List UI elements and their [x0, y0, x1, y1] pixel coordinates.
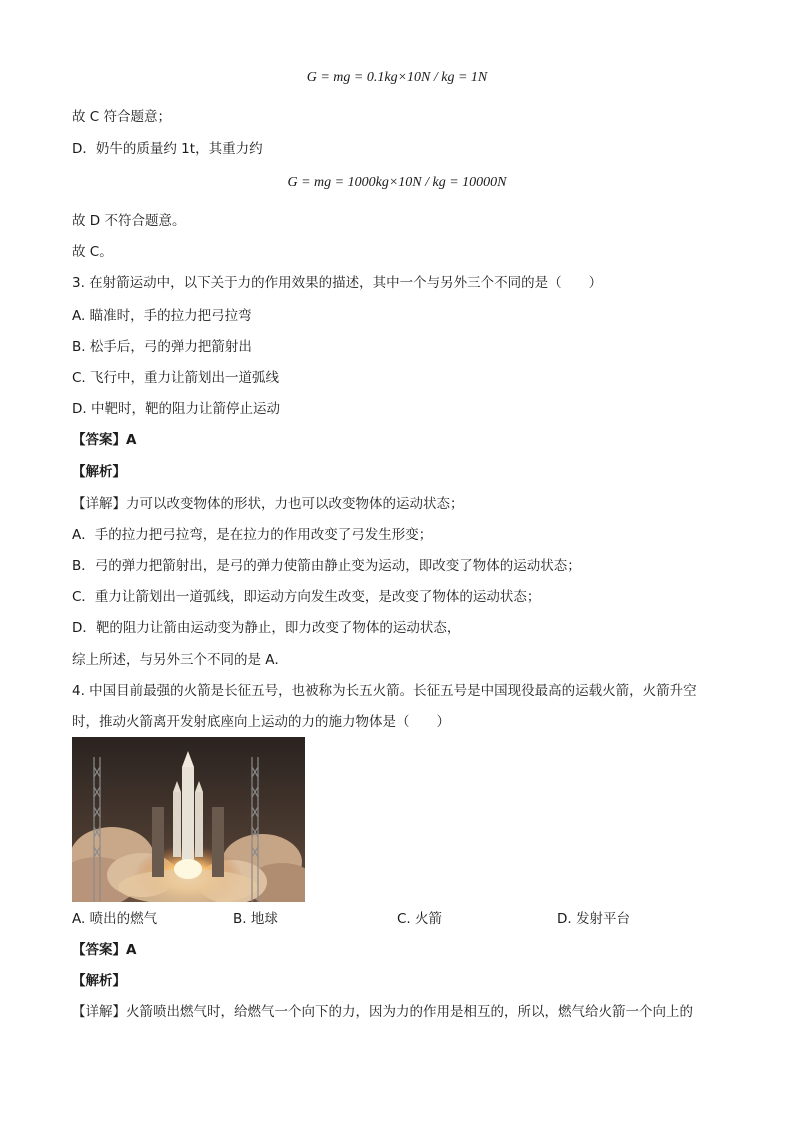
rocket-launch-illustration [72, 737, 305, 902]
question-4-option-d: D. 发射平台 [557, 911, 630, 927]
question-3-option-a: A. 瞄准时，手的拉力把弓拉弯 [72, 308, 252, 324]
question-4-option-a: A. 喷出的燃气 [72, 911, 158, 927]
question-3-stem: 3. 在射箭运动中，以下关于力的作用效果的描述，其中一个与另外三个不同的是（ ） [72, 275, 603, 291]
question-3-detail: B．弓的弹力把箭射出，是弓的弹力使箭由静止变为运动，即改变了物体的运动状态； [72, 558, 581, 574]
formula-gravity-small: G = mg = 0.1kg×10N / kg = 1N [306, 70, 488, 85]
question-3-option-b: B. 松手后，弓的弹力把箭射出 [72, 339, 252, 355]
question-4-stem: 时，推动火箭离开发射底座向上运动的力的施力物体是（ ） [72, 714, 450, 730]
question-3-detail: 【详解】力可以改变物体的形状，力也可以改变物体的运动状态； [72, 496, 464, 512]
question-3-detail: D．靶的阻力让箭由运动变为静止，即力改变了物体的运动状态， [72, 620, 461, 636]
question-4-option-c: C. 火箭 [397, 911, 443, 927]
question-3-detail: A．手的拉力把弓拉弯，是在拉力的作用改变了弓发生形变； [72, 527, 433, 543]
question-4-stem: 4. 中国目前最强的火箭是长征五号，也被称为长五火箭。长征五号是中国现役最高的运载火箭，火箭升空 [72, 683, 697, 699]
formula-gravity-cow: G = mg = 1000kg×10N / kg = 10000N [287, 175, 507, 190]
question-3-analysis-label: 【解析】 [72, 464, 126, 480]
rocket-launch-photo [72, 737, 305, 902]
text-line: D．奶牛的质量约 1t，其重力约 [72, 141, 263, 157]
question-4-option-b: B. 地球 [233, 911, 278, 927]
question-3-option-c: C. 飞行中，重力让箭划出一道弧线 [72, 370, 280, 386]
question-4-answer: 【答案】A [72, 942, 137, 958]
text-line: 故 C。 [72, 244, 113, 260]
text-line: 故 D 不符合题意。 [72, 213, 186, 229]
question-3-detail: C．重力让箭划出一道弧线，即运动方向发生改变，是改变了物体的运动状态； [72, 589, 541, 605]
question-3-option-d: D. 中靶时，靶的阻力让箭停止运动 [72, 401, 280, 417]
question-3-answer: 【答案】A [72, 432, 137, 448]
question-4-analysis-label: 【解析】 [72, 973, 126, 989]
text-line: 故 C 符合题意； [72, 109, 172, 125]
question-4-detail: 【详解】火箭喷出燃气时，给燃气一个向下的力，因为力的作用是相互的，所以，燃气给火箭一个向上的 [72, 1004, 693, 1020]
question-3-detail: 综上所述，与另外三个不同的是 A． [72, 652, 289, 668]
